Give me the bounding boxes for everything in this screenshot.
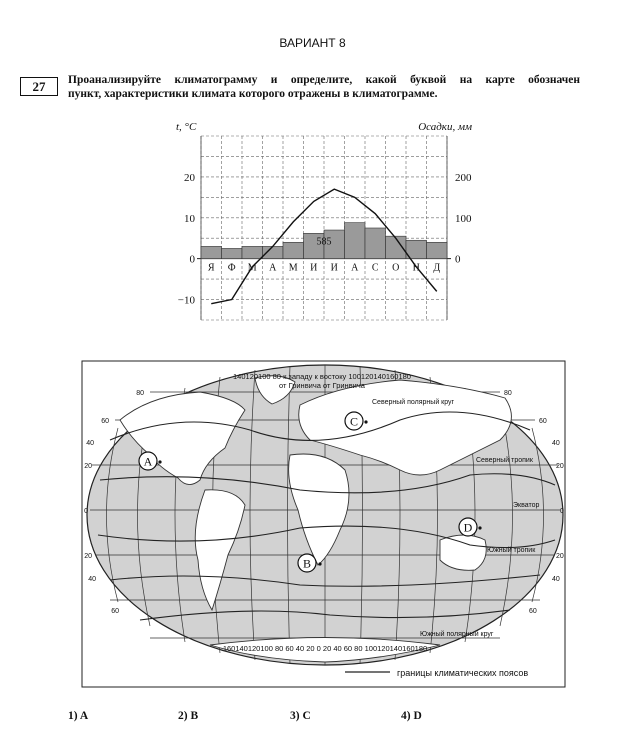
antarctic-circle-label: Южный полярный круг [420, 631, 494, 638]
north-tropic-label: Северный тропик [476, 457, 533, 464]
task-text-line-2: пункт, характеристики климата которого отражены в климатограмме. [68, 88, 438, 100]
lat-label-left: 20 [84, 463, 92, 470]
lat-label-right: 40 [552, 576, 560, 583]
arctic-circle-label: Северный полярный круг [372, 399, 455, 406]
task-text-line-1: Проанализируйте климатограмму и определите, какой буквой на карте обозначен [68, 74, 580, 86]
bottom-scale-labels: 160140120100 80 60 40 20 0 20 40 60 80 100120140160180 [222, 644, 428, 653]
map-point-dot [158, 460, 161, 463]
top-scale-labels: 140120100 80 к западу к востоку 100120140160180 [233, 372, 411, 381]
left-tick-label: −10 [177, 294, 195, 307]
month-label: А [269, 262, 277, 274]
lat-label-right: 0 [560, 508, 564, 515]
lat-label-left: 40 [88, 576, 96, 583]
lat-label-right: 20 [556, 463, 564, 470]
lat-label-right: 80 [504, 390, 512, 397]
month-label: Д [433, 262, 441, 274]
answer-3[interactable]: 3) C [290, 710, 311, 722]
left-tick-label: 0 [189, 253, 195, 266]
map-point-letter: A [143, 454, 153, 469]
lat-label-right: 40 [552, 440, 560, 447]
greenwich-label: от Гринвича от Гринвича [279, 381, 365, 390]
lat-label-left: 60 [111, 608, 119, 615]
lat-label-left: 0 [84, 508, 88, 515]
month-label: Ф [227, 262, 236, 274]
lat-label-left: 20 [84, 553, 92, 560]
annual-precip-label: 585 [316, 236, 332, 248]
month-label: О [392, 262, 400, 274]
month-label: А [351, 262, 359, 274]
equator-label: Экватор [513, 502, 540, 509]
right-tick-label: 0 [455, 253, 461, 266]
month-label: И [330, 262, 338, 274]
month-label: С [371, 262, 379, 274]
right-tick-label: 100 [455, 212, 472, 225]
map-point-letter: C [349, 414, 359, 429]
month-label: Н [412, 262, 420, 274]
australia [440, 535, 486, 570]
lat-label-left: 80 [136, 390, 144, 397]
map-point-letter: B [302, 556, 312, 571]
left-tick-label: 10 [184, 212, 195, 225]
month-label: М [247, 262, 257, 274]
map-point-letter: D [463, 520, 473, 535]
answer-1[interactable]: 1) A [68, 710, 89, 722]
answer-4[interactable]: 4) D [401, 710, 422, 722]
south-tropic-label: Южный тропик [487, 547, 536, 554]
lat-label-left: 40 [86, 440, 94, 447]
lat-label-right: 60 [529, 608, 537, 615]
left-axis-label: t, °C [176, 121, 197, 133]
right-tick-label: 200 [455, 171, 472, 184]
lat-label-right: 60 [539, 418, 547, 425]
map-point-dot [364, 420, 367, 423]
right-axis-label: Осадки, мм [418, 121, 472, 133]
map-point-dot [478, 526, 481, 529]
variant-title: ВАРИАНТ 8 [279, 36, 346, 50]
map-point-dot [318, 562, 321, 565]
month-label: М [288, 262, 298, 274]
left-tick-label: 20 [184, 171, 195, 184]
month-label: Я [207, 262, 215, 274]
task-number: 27 [20, 77, 58, 96]
lat-label-right: 20 [556, 553, 564, 560]
legend-text: границы климатических поясов [397, 668, 529, 678]
answer-2[interactable]: 2) B [178, 710, 199, 722]
lat-label-left: 60 [101, 418, 109, 425]
month-label: И [310, 262, 318, 274]
